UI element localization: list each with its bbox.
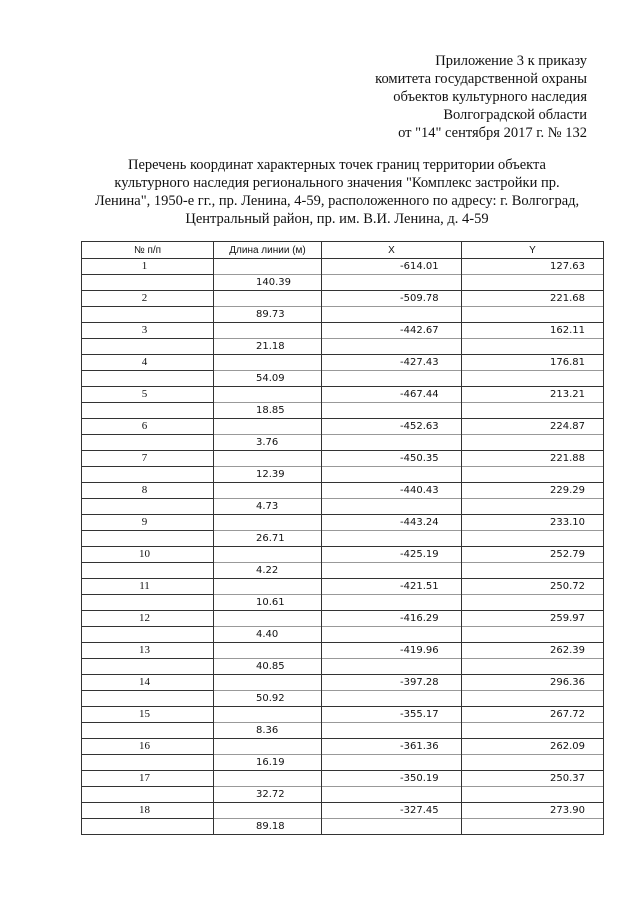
point-row bbox=[82, 451, 604, 467]
point-number: 6 bbox=[82, 419, 214, 435]
empty-cell bbox=[82, 339, 214, 355]
point-x: -442.67 bbox=[322, 323, 462, 339]
line-length-row bbox=[82, 659, 604, 675]
empty-cell bbox=[214, 547, 322, 563]
empty-cell bbox=[322, 307, 462, 323]
point-row bbox=[82, 323, 604, 339]
empty-cell bbox=[82, 403, 214, 419]
empty-cell bbox=[462, 435, 604, 451]
point-x: -397.28 bbox=[322, 675, 462, 691]
empty-cell bbox=[462, 339, 604, 355]
empty-cell bbox=[214, 483, 322, 499]
line-length: 10.61 bbox=[214, 595, 322, 611]
header-line: Волгоградской области bbox=[443, 107, 587, 123]
point-y: 250.37 bbox=[462, 771, 604, 787]
point-number: 16 bbox=[82, 739, 214, 755]
column-header-line-length: Длина линии (м) bbox=[214, 242, 322, 259]
point-y: 221.88 bbox=[462, 451, 604, 467]
empty-cell bbox=[322, 467, 462, 483]
line-length: 40.85 bbox=[214, 659, 322, 675]
line-length: 4.73 bbox=[214, 499, 322, 515]
point-row bbox=[82, 803, 604, 819]
empty-cell bbox=[82, 307, 214, 323]
empty-cell bbox=[462, 563, 604, 579]
line-length: 3.76 bbox=[214, 435, 322, 451]
point-number: 1 bbox=[82, 259, 214, 275]
empty-cell bbox=[214, 387, 322, 403]
point-x: -452.63 bbox=[322, 419, 462, 435]
empty-cell bbox=[82, 531, 214, 547]
point-y: 267.72 bbox=[462, 707, 604, 723]
table-header-row bbox=[82, 242, 604, 259]
empty-cell bbox=[82, 595, 214, 611]
empty-cell bbox=[214, 291, 322, 307]
line-length-row bbox=[82, 787, 604, 803]
empty-cell bbox=[322, 787, 462, 803]
empty-cell bbox=[82, 467, 214, 483]
line-length: 21.18 bbox=[214, 339, 322, 355]
empty-cell bbox=[214, 707, 322, 723]
empty-cell bbox=[214, 355, 322, 371]
line-length: 54.09 bbox=[214, 371, 322, 387]
empty-cell bbox=[214, 259, 322, 275]
point-x: -421.51 bbox=[322, 579, 462, 595]
empty-cell bbox=[82, 435, 214, 451]
line-length-row bbox=[82, 467, 604, 483]
header-line: от "14" сентября 2017 г. № 132 bbox=[398, 125, 587, 141]
point-row bbox=[82, 419, 604, 435]
coordinates-table-body bbox=[82, 259, 604, 835]
point-y: 259.97 bbox=[462, 611, 604, 627]
empty-cell bbox=[462, 627, 604, 643]
empty-cell bbox=[322, 435, 462, 451]
title-line: Центральный район, пр. им. В.И. Ленина, д. 4-59 bbox=[185, 211, 489, 227]
empty-cell bbox=[462, 659, 604, 675]
point-y: 176.81 bbox=[462, 355, 604, 371]
empty-cell bbox=[322, 339, 462, 355]
point-y: 250.72 bbox=[462, 579, 604, 595]
point-number: 5 bbox=[82, 387, 214, 403]
order-appendix-header bbox=[287, 52, 587, 142]
point-number: 4 bbox=[82, 355, 214, 371]
line-length-row bbox=[82, 435, 604, 451]
empty-cell bbox=[82, 819, 214, 835]
empty-cell bbox=[214, 451, 322, 467]
empty-cell bbox=[82, 499, 214, 515]
point-row bbox=[82, 515, 604, 531]
point-number: 14 bbox=[82, 675, 214, 691]
point-y: 224.87 bbox=[462, 419, 604, 435]
empty-cell bbox=[214, 515, 322, 531]
point-row bbox=[82, 291, 604, 307]
point-y: 233.10 bbox=[462, 515, 604, 531]
point-row bbox=[82, 387, 604, 403]
line-length-row bbox=[82, 563, 604, 579]
empty-cell bbox=[322, 499, 462, 515]
title-line: Перечень координат характерных точек границ территории объекта bbox=[128, 157, 546, 173]
line-length-row bbox=[82, 595, 604, 611]
line-length: 18.85 bbox=[214, 403, 322, 419]
empty-cell bbox=[214, 771, 322, 787]
empty-cell bbox=[462, 787, 604, 803]
point-row bbox=[82, 259, 604, 275]
empty-cell bbox=[214, 579, 322, 595]
line-length: 4.22 bbox=[214, 563, 322, 579]
header-line: комитета государственной охраны bbox=[375, 71, 587, 87]
point-y: 296.36 bbox=[462, 675, 604, 691]
line-length-row bbox=[82, 723, 604, 739]
point-x: -614.01 bbox=[322, 259, 462, 275]
empty-cell bbox=[82, 275, 214, 291]
point-y: 221.68 bbox=[462, 291, 604, 307]
line-length: 4.40 bbox=[214, 627, 322, 643]
point-number: 7 bbox=[82, 451, 214, 467]
point-y: 162.11 bbox=[462, 323, 604, 339]
point-row bbox=[82, 483, 604, 499]
column-header-y: Y bbox=[462, 242, 604, 259]
empty-cell bbox=[322, 819, 462, 835]
line-length-row bbox=[82, 499, 604, 515]
line-length-row bbox=[82, 307, 604, 323]
point-x: -416.29 bbox=[322, 611, 462, 627]
document-title bbox=[72, 156, 602, 228]
line-length-row bbox=[82, 819, 604, 835]
point-number: 3 bbox=[82, 323, 214, 339]
point-x: -361.36 bbox=[322, 739, 462, 755]
empty-cell bbox=[322, 627, 462, 643]
point-row bbox=[82, 771, 604, 787]
empty-cell bbox=[322, 659, 462, 675]
line-length: 8.36 bbox=[214, 723, 322, 739]
empty-cell bbox=[214, 323, 322, 339]
empty-cell bbox=[322, 371, 462, 387]
point-x: -425.19 bbox=[322, 547, 462, 563]
empty-cell bbox=[462, 691, 604, 707]
empty-cell bbox=[462, 275, 604, 291]
point-x: -419.96 bbox=[322, 643, 462, 659]
point-number: 18 bbox=[82, 803, 214, 819]
line-length-row bbox=[82, 403, 604, 419]
empty-cell bbox=[82, 659, 214, 675]
point-y: 213.21 bbox=[462, 387, 604, 403]
point-row bbox=[82, 611, 604, 627]
empty-cell bbox=[82, 787, 214, 803]
point-x: -443.24 bbox=[322, 515, 462, 531]
empty-cell bbox=[82, 723, 214, 739]
empty-cell bbox=[82, 691, 214, 707]
point-number: 17 bbox=[82, 771, 214, 787]
empty-cell bbox=[214, 739, 322, 755]
point-number: 2 bbox=[82, 291, 214, 307]
empty-cell bbox=[462, 403, 604, 419]
header-line: Приложение 3 к приказу bbox=[435, 53, 587, 69]
point-number: 8 bbox=[82, 483, 214, 499]
column-header-x: X bbox=[322, 242, 462, 259]
point-row bbox=[82, 675, 604, 691]
point-row bbox=[82, 739, 604, 755]
point-row bbox=[82, 643, 604, 659]
column-header-number: № п/п bbox=[82, 242, 214, 259]
point-y: 252.79 bbox=[462, 547, 604, 563]
empty-cell bbox=[214, 675, 322, 691]
line-length: 32.72 bbox=[214, 787, 322, 803]
point-y: 127.63 bbox=[462, 259, 604, 275]
empty-cell bbox=[82, 627, 214, 643]
empty-cell bbox=[462, 755, 604, 771]
point-number: 9 bbox=[82, 515, 214, 531]
line-length-row bbox=[82, 371, 604, 387]
empty-cell bbox=[82, 371, 214, 387]
point-x: -355.17 bbox=[322, 707, 462, 723]
empty-cell bbox=[462, 371, 604, 387]
point-number: 13 bbox=[82, 643, 214, 659]
point-y: 273.90 bbox=[462, 803, 604, 819]
empty-cell bbox=[322, 403, 462, 419]
point-number: 12 bbox=[82, 611, 214, 627]
line-length: 140.39 bbox=[214, 275, 322, 291]
line-length-row bbox=[82, 531, 604, 547]
point-x: -427.43 bbox=[322, 355, 462, 371]
empty-cell bbox=[82, 755, 214, 771]
line-length: 16.19 bbox=[214, 755, 322, 771]
empty-cell bbox=[322, 563, 462, 579]
point-number: 11 bbox=[82, 579, 214, 595]
title-line: Ленина", 1950-е гг., пр. Ленина, 4-59, расположенного по адресу: г. Волгоград, bbox=[94, 193, 580, 209]
point-x: -350.19 bbox=[322, 771, 462, 787]
point-x: -450.35 bbox=[322, 451, 462, 467]
point-x: -327.45 bbox=[322, 803, 462, 819]
point-y: 262.09 bbox=[462, 739, 604, 755]
header-line: объектов культурного наследия bbox=[393, 89, 587, 105]
line-length: 26.71 bbox=[214, 531, 322, 547]
point-x: -440.43 bbox=[322, 483, 462, 499]
empty-cell bbox=[82, 563, 214, 579]
title-line: культурного наследия регионального значения "Комплекс застройки пр. bbox=[114, 175, 560, 191]
empty-cell bbox=[462, 531, 604, 547]
empty-cell bbox=[214, 803, 322, 819]
empty-cell bbox=[462, 819, 604, 835]
line-length: 89.18 bbox=[214, 819, 322, 835]
point-row bbox=[82, 579, 604, 595]
empty-cell bbox=[462, 595, 604, 611]
empty-cell bbox=[322, 531, 462, 547]
line-length-row bbox=[82, 275, 604, 291]
empty-cell bbox=[322, 275, 462, 291]
empty-cell bbox=[322, 723, 462, 739]
empty-cell bbox=[214, 643, 322, 659]
coordinates-table bbox=[81, 241, 604, 835]
line-length: 50.92 bbox=[214, 691, 322, 707]
empty-cell bbox=[462, 307, 604, 323]
point-row bbox=[82, 707, 604, 723]
line-length-row bbox=[82, 339, 604, 355]
point-row bbox=[82, 355, 604, 371]
empty-cell bbox=[214, 419, 322, 435]
line-length-row bbox=[82, 691, 604, 707]
line-length-row bbox=[82, 755, 604, 771]
empty-cell bbox=[214, 611, 322, 627]
empty-cell bbox=[462, 723, 604, 739]
line-length-row bbox=[82, 627, 604, 643]
empty-cell bbox=[322, 595, 462, 611]
line-length: 89.73 bbox=[214, 307, 322, 323]
line-length: 12.39 bbox=[214, 467, 322, 483]
point-row bbox=[82, 547, 604, 563]
point-y: 229.29 bbox=[462, 483, 604, 499]
empty-cell bbox=[462, 467, 604, 483]
point-number: 15 bbox=[82, 707, 214, 723]
point-number: 10 bbox=[82, 547, 214, 563]
point-y: 262.39 bbox=[462, 643, 604, 659]
point-x: -467.44 bbox=[322, 387, 462, 403]
empty-cell bbox=[462, 499, 604, 515]
point-x: -509.78 bbox=[322, 291, 462, 307]
empty-cell bbox=[322, 755, 462, 771]
empty-cell bbox=[322, 691, 462, 707]
